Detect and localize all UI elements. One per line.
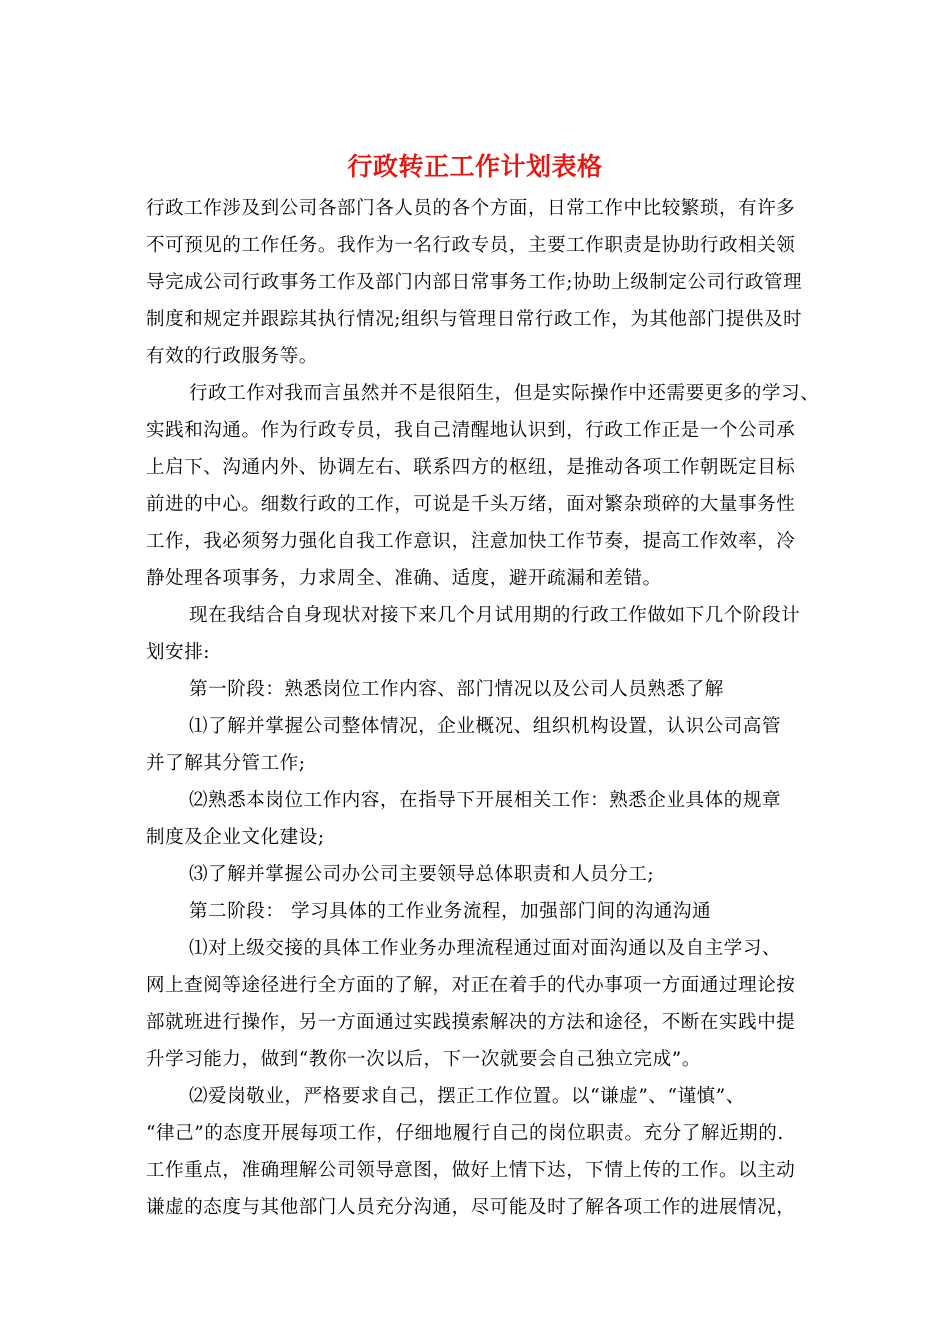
list-item: ⑵熟悉本岗位工作内容，在指导下开展相关工作：熟悉企业具体的规章 bbox=[189, 790, 782, 811]
list-item-continuation: 升学习能力，做到“教你一次以后，下一次就要会自己独立完成”。 bbox=[146, 1049, 701, 1070]
paragraph-line: 导完成公司行政事务工作及部门内部日常事务工作;协助上级制定公司行政管理 bbox=[146, 272, 803, 293]
list-item-continuation: “律己”的态度开展每项工作，仔细地履行自己的岗位职责。充分了解近期的. bbox=[146, 1123, 784, 1144]
paragraph-line: 有效的行政服务等。 bbox=[146, 346, 318, 367]
paragraph-line: 工作，我必须努力强化自我工作意识，注意加快工作节奏，提高工作效率，冷 bbox=[146, 531, 796, 552]
paragraph-line: 行政工作对我而言虽然并不是很陌生，但是实际操作中还需要更多的学习、 bbox=[189, 383, 820, 404]
list-item-continuation: 谦虚的态度与其他部门人员充分沟通，尽可能及时了解各项工作的进展情况， bbox=[146, 1197, 796, 1218]
paragraph-line: 上启下、沟通内外、协调左右、联系四方的枢纽，是推动各项工作朝既定目标 bbox=[146, 457, 796, 478]
paragraph-line: 前进的中心。细数行政的工作，可说是千头万绪，面对繁杂琐碎的大量事务性 bbox=[146, 494, 796, 515]
list-item: ⑴对上级交接的具体工作业务办理流程通过面对面沟通以及自主学习、 bbox=[189, 938, 782, 959]
list-item-continuation: 制度及企业文化建设; bbox=[146, 827, 325, 848]
paragraph-line: 制度和规定并跟踪其执行情况;组织与管理日常行政工作，为其他部门提供及时 bbox=[146, 309, 803, 330]
section-heading-stage-2: 第二阶段： 学习具体的工作业务流程，加强部门间的沟通沟通 bbox=[189, 901, 712, 922]
paragraph-line: 行政工作涉及到公司各部门各人员的各个方面，日常工作中比较繁琐，有许多 bbox=[146, 198, 796, 219]
paragraph-line: 不可预见的工作任务。我作为一名行政专员，主要工作职责是协助行政相关领 bbox=[146, 235, 796, 256]
list-item-continuation: 并了解其分管工作; bbox=[146, 753, 306, 774]
list-item: ⑵爱岗敬业，严格要求自己，摆正工作位置。以“谦虚”、“谨慎”、 bbox=[189, 1086, 745, 1107]
paragraph-line: 静处理各项事务，力求周全、准确、适度，避开疏漏和差错。 bbox=[146, 568, 662, 589]
paragraph-line: 实践和沟通。作为行政专员，我自己清醒地认识到，行政工作正是一个公司承 bbox=[146, 420, 796, 441]
paragraph-line: 划安排: bbox=[146, 642, 211, 663]
list-item-continuation: 网上查阅等途径进行全方面的了解，对正在着手的代办事项一方面通过理论按 bbox=[146, 975, 796, 996]
list-item-continuation: 工作重点，准确理解公司领导意图，做好上情下达，下情上传的工作。以主动 bbox=[146, 1160, 796, 1181]
paragraph-line: 现在我结合自身现状对接下来几个月试用期的行政工作做如下几个阶段计 bbox=[189, 605, 801, 626]
list-item: ⑴了解并掌握公司整体情况，企业概况、组织机构设置，认识公司高管 bbox=[189, 716, 782, 737]
section-heading-stage-1: 第一阶段：熟悉岗位工作内容、部门情况以及公司人员熟悉了解 bbox=[189, 679, 724, 700]
list-item-continuation: 部就班进行操作，另一方面通过实践摸索解决的方法和途径，不断在实践中提 bbox=[146, 1012, 796, 1033]
document-title: 行政转正工作计划表格 bbox=[347, 152, 603, 181]
list-item: ⑶了解并掌握公司办公司主要领导总体职责和人员分工; bbox=[189, 864, 655, 885]
